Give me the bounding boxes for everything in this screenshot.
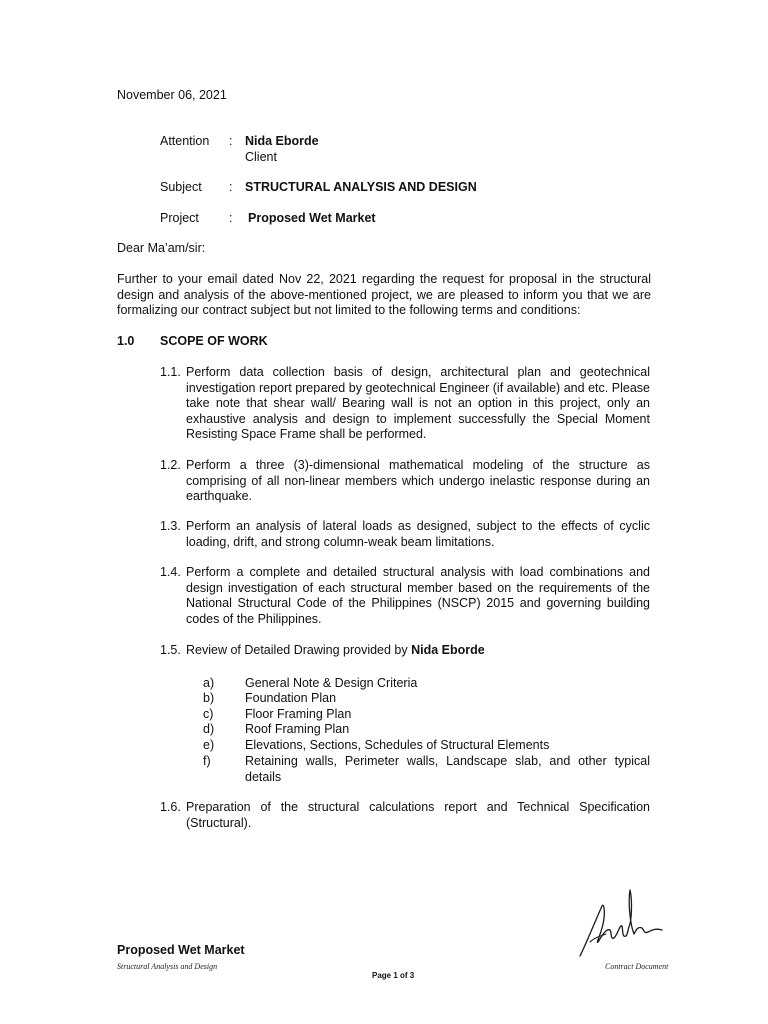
subitem-letter: f) (203, 754, 211, 768)
subitem-letter: d) (203, 722, 215, 736)
subitem-text: Retaining walls, Perimeter walls, Landscape slab, and other typical details (245, 754, 650, 784)
subitem-letter: b) (203, 691, 215, 705)
subitem-letter: c) (203, 707, 214, 721)
item-number: 1.3. (160, 519, 181, 533)
item-text: Perform an analysis of lateral loads as designed, subject to the effects of cyclic loading, drift, and strong column-weak beam limitations. (186, 519, 650, 549)
project-colon: : (229, 211, 233, 225)
item-text: Perform a three (3)-dimensional mathematical modeling of the structure as comprising of all non-linear members which undergo inelastic response during an earthquake. (186, 458, 650, 503)
item-text-bold: Nida Eborde (411, 643, 485, 657)
section-number: 1.0 (117, 334, 135, 348)
footer-contract: Contract Document (605, 962, 669, 971)
subject-value: STRUCTURAL ANALYSIS AND DESIGN (245, 180, 477, 194)
attention-label: Attention (160, 134, 210, 148)
section-title: SCOPE OF WORK (160, 334, 268, 348)
project-value: Proposed Wet Market (248, 211, 376, 225)
subitem-text: Roof Framing Plan (245, 722, 350, 736)
attention-role: Client (245, 150, 277, 164)
subitem-text: General Note & Design Criteria (245, 676, 418, 690)
subject-colon: : (229, 180, 233, 194)
letter-date: November 06, 2021 (117, 88, 227, 102)
subitem-text: Elevations, Sections, Schedules of Structural Elements (245, 738, 550, 752)
item-number: 1.2. (160, 458, 181, 472)
item-text: Perform data collection basis of design, architectural plan and geotechnical investigation report prepared by geotechnical Engineer (if available) and etc. Please take note that shear wall/ Bearing wall is not an option in this project, only an exhaustive analysis and design to implement successfully the Special Moment Resisting Space Frame shall be performed. (186, 365, 650, 441)
subitem-letter: e) (203, 738, 215, 752)
item-text (186, 643, 650, 659)
salutation: Dear Ma’am/sir: (117, 241, 206, 255)
intro-paragraph: Further to your email dated Nov 22, 2021 regarding the request for proposal in the structural design and analysis of the above-mentioned project, we are pleased to inform you that we are formalizing our contract subject but not limited to the following terms and conditions: (117, 272, 651, 317)
signature-image (572, 884, 668, 964)
item-text: Perform a complete and detailed structural analysis with load combinations and design investigation of each structural member based on the requirements of the National Structural Code of the Philippines (NSCP) 2015 and governing building codes of the Philippines. (186, 565, 650, 626)
subitem-text: Foundation Plan (245, 691, 337, 705)
footer-subtitle: Structural Analysis and Design (117, 962, 218, 971)
item-text: Preparation of the structural calculations report and Technical Specification (Structural). (186, 800, 650, 830)
footer-project: Proposed Wet Market (117, 943, 245, 957)
footer-page: Page 1 of 3 (372, 971, 415, 980)
attention-colon: : (229, 134, 233, 148)
item-number: 1.5. (160, 643, 181, 657)
item-number: 1.1. (160, 365, 181, 379)
item-text-plain: Review of Detailed Drawing provided by (186, 643, 412, 657)
item-number: 1.4. (160, 565, 181, 579)
item-number: 1.6. (160, 800, 181, 814)
subitem-letter: a) (203, 676, 215, 690)
attention-name: Nida Eborde (245, 134, 319, 148)
subject-label: Subject (160, 180, 202, 194)
subitem-text: Floor Framing Plan (245, 707, 352, 721)
project-label: Project (160, 211, 199, 225)
